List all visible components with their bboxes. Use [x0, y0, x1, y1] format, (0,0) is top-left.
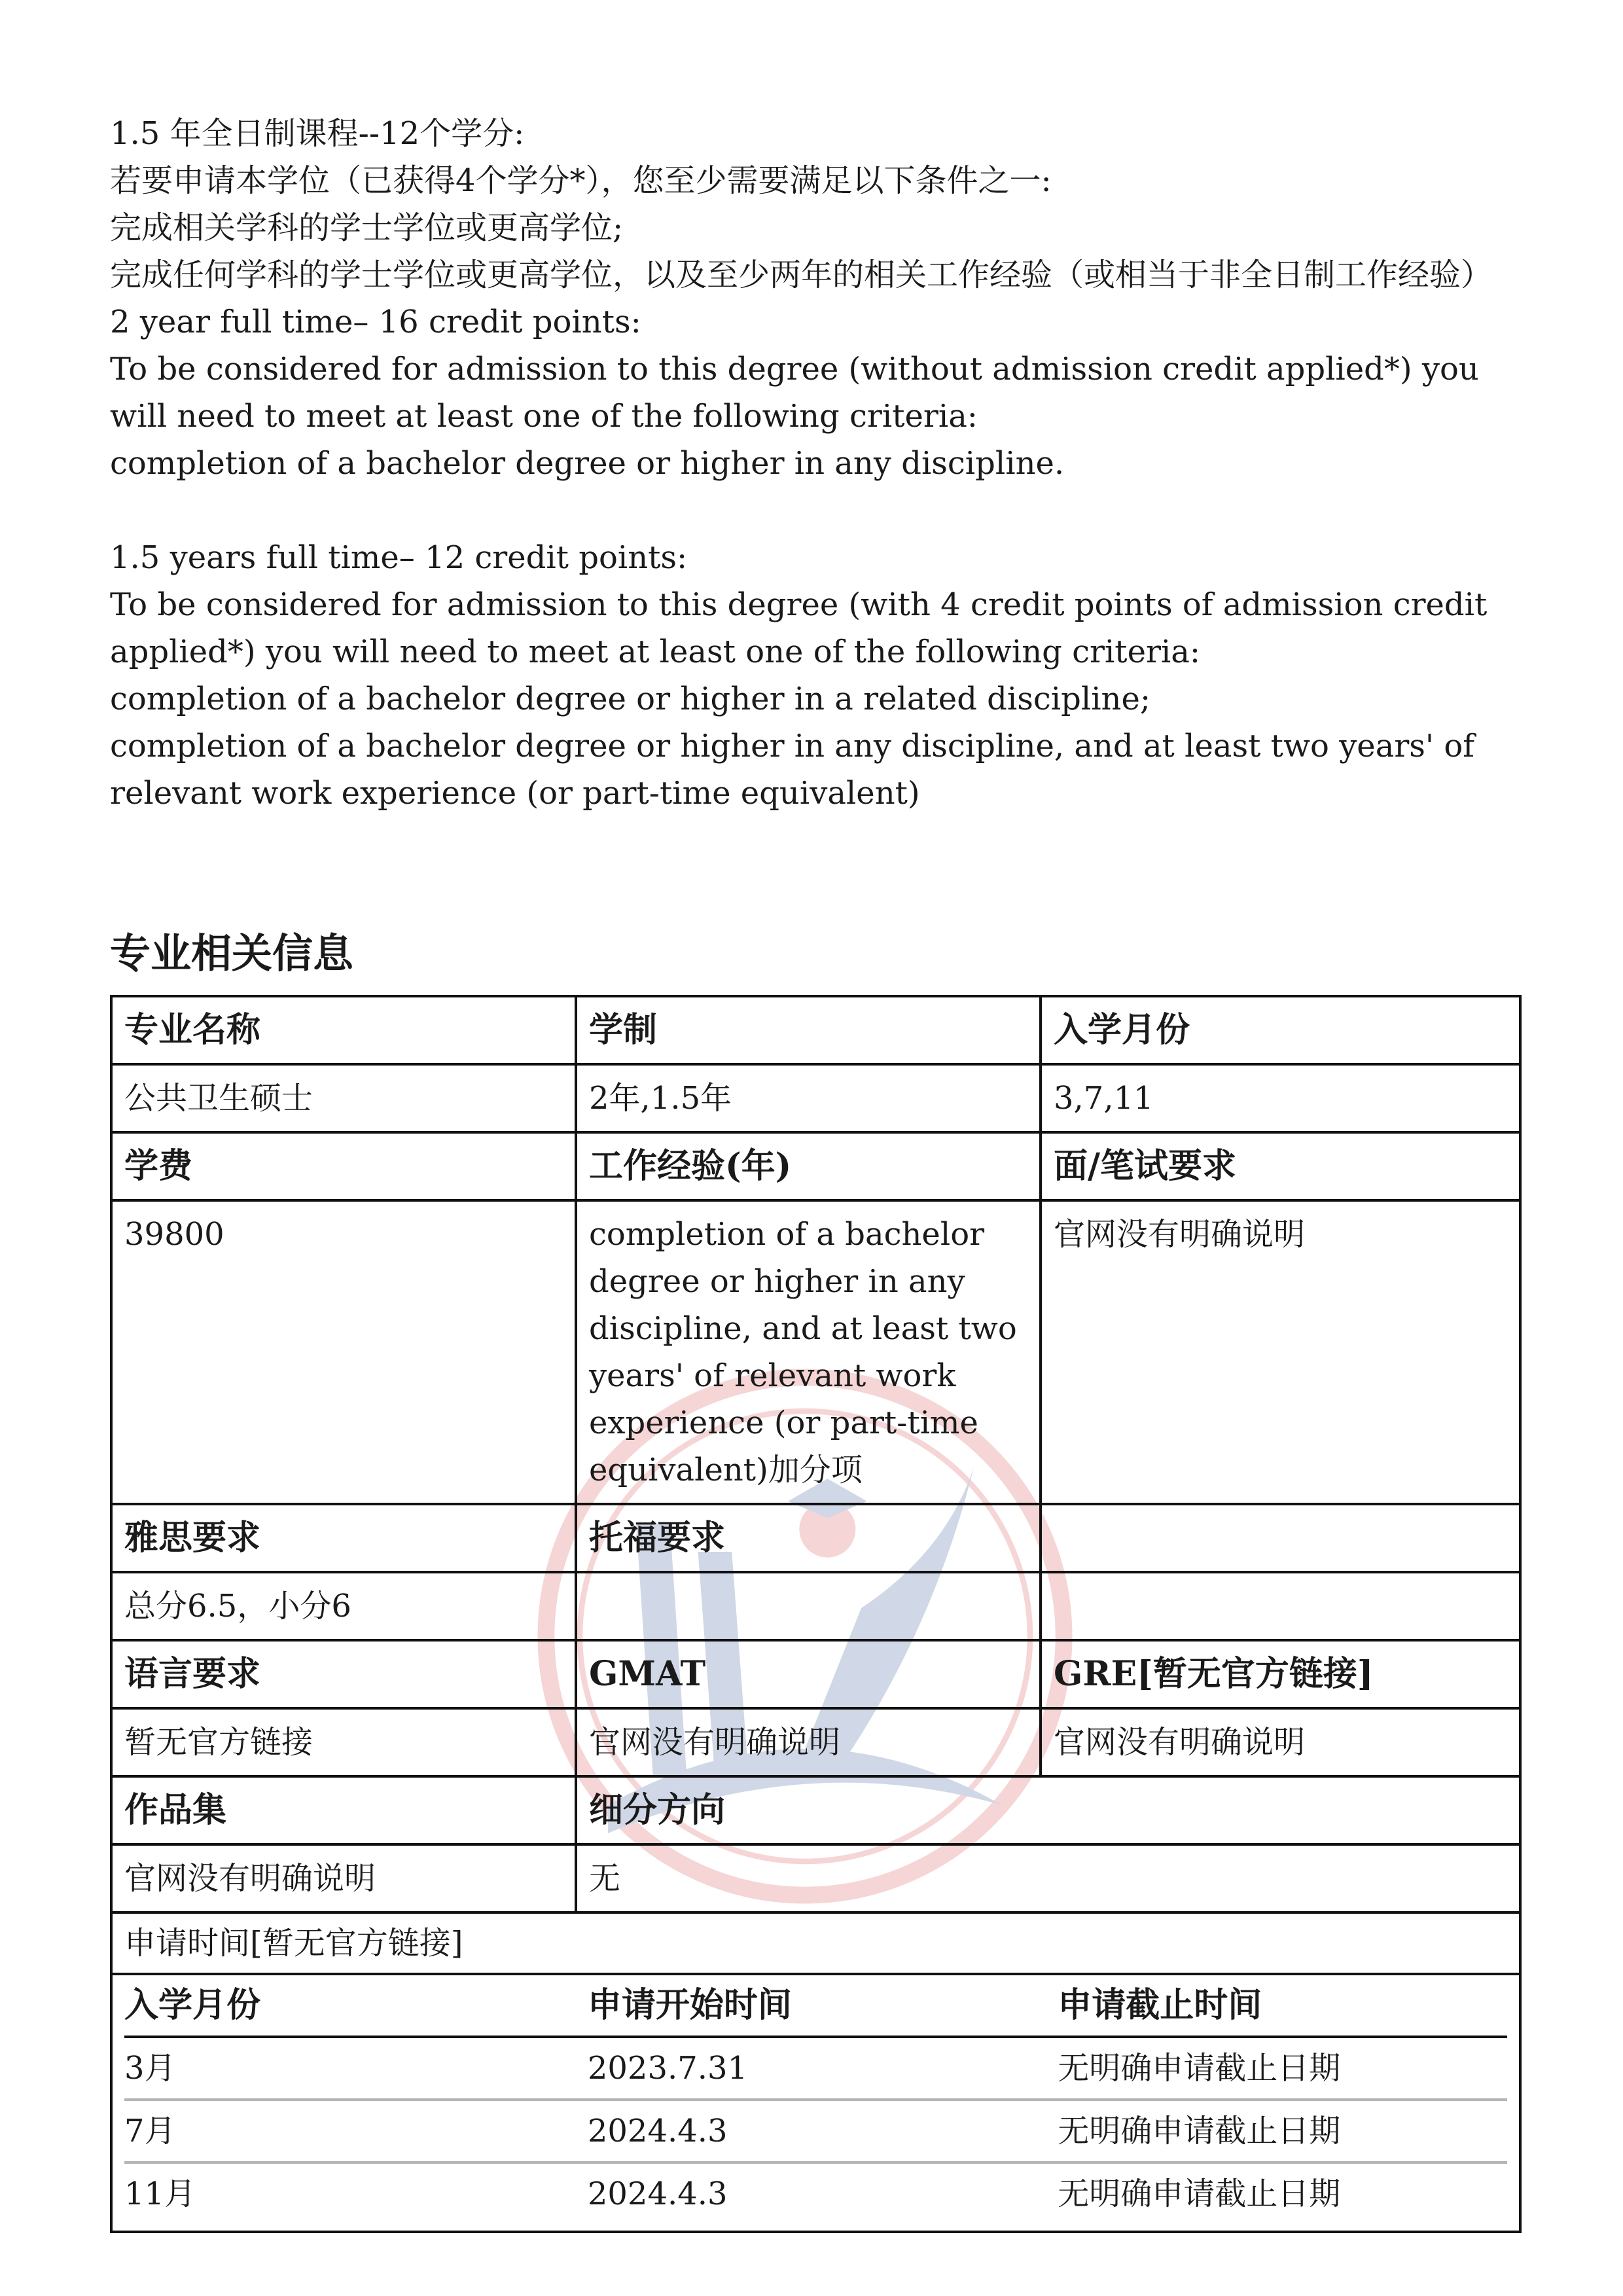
intake-label: 入学月份 [1041, 996, 1520, 1064]
interview-value: 官网没有明确说明 [1041, 1200, 1520, 1504]
zh-criterion-1: 完成相关学科的学士学位或更高学位; [110, 209, 624, 246]
schedule-deadline: 无明确申请截止日期 [1058, 2100, 1507, 2162]
work-experience-label: 工作经验(年) [576, 1132, 1041, 1200]
zh-program-title: 1.5 年全日制课程--12个学分: [110, 115, 525, 152]
en-2yr-condition: To be considered for admission to this degree (without admission credit applied*) you will need to meet at least one of the following criteria: [110, 351, 1479, 435]
en-15yr-condition: To be considered for admission to this degree (with 4 credit points of admission credit applied*) you will need to meet at least one of the following criteria: [110, 586, 1488, 670]
zh-criterion-2: 完成任何学科的学士学位或更高学位，以及至少两年的相关工作经验（或相当于非全日制工作经验） [110, 257, 1493, 293]
application-time-label: 申请时间[暂无官方链接] [113, 1914, 1519, 1975]
specialization-label: 细分方向 [576, 1776, 1520, 1844]
en-15yr-criterion-2: completion of a bachelor degree or higher in any discipline, and at least two years' of relevant work experience (or part-time equivalent) [110, 728, 1475, 812]
gre-label: GRE[暂无官方链接] [1041, 1640, 1520, 1708]
portfolio-label: 作品集 [111, 1776, 576, 1844]
application-schedule-cell [111, 1912, 1520, 2232]
duration-value: 2年,1.5年 [576, 1064, 1041, 1132]
ielts-label: 雅思要求 [111, 1504, 576, 1572]
program-info-table [110, 995, 1522, 2233]
table-row [124, 2100, 1507, 2162]
intake-value: 3,7,11 [1041, 1064, 1520, 1132]
work-experience-value: completion of a bachelor degree or higher in any discipline, and at least two years' of relevant work experience (or part-time equivalent)加分项 [576, 1200, 1041, 1504]
language-value: 暂无官方链接 [111, 1708, 576, 1776]
portfolio-value: 官网没有明确说明 [111, 1844, 576, 1912]
table-row [124, 2162, 1507, 2224]
en-2yr-title: 2 year full time– 16 credit points: [110, 304, 641, 340]
schedule-month: 7月 [124, 2100, 588, 2162]
schedule-header-start: 申请开始时间 [588, 1975, 1058, 2037]
major-name-value: 公共卫生硕士 [111, 1064, 576, 1132]
schedule-start: 2024.4.3 [588, 2100, 1058, 2162]
section-title: 专业相关信息 [110, 929, 354, 977]
duration-label: 学制 [576, 996, 1041, 1064]
gmat-value: 官网没有明确说明 [576, 1708, 1041, 1776]
table-row [124, 2037, 1507, 2100]
empty-cell [1041, 1572, 1520, 1640]
intro-text [110, 110, 1517, 817]
en-15yr-title: 1.5 years full time– 12 credit points: [110, 539, 688, 576]
toefl-label: 托福要求 [576, 1504, 1041, 1572]
schedule-start: 2023.7.31 [587, 2050, 748, 2087]
schedule-month: 3月 [124, 2050, 176, 2087]
schedule-month: 11月 [124, 2162, 588, 2224]
application-schedule-table [124, 1975, 1507, 2224]
interview-label: 面/笔试要求 [1041, 1132, 1520, 1200]
schedule-start: 2024.4.3 [588, 2162, 1058, 2224]
zh-admission-condition: 若要申请本学位（已获得4个学分*），您至少需要满足以下条件之一: [110, 162, 1052, 199]
empty-cell [1041, 1504, 1520, 1572]
en-2yr-criterion-1: completion of a bachelor degree or higher in any discipline. [110, 445, 1065, 482]
ielts-value: 总分6.5，小分6 [111, 1572, 576, 1640]
en-15yr-criterion-1: completion of a bachelor degree or higher in a related discipline; [110, 681, 1151, 717]
schedule-deadline: 无明确申请截止日期 [1058, 2050, 1341, 2087]
language-label: 语言要求 [111, 1640, 576, 1708]
schedule-header-intake: 入学月份 [124, 1975, 588, 2037]
tuition-value: 39800 [111, 1200, 576, 1504]
schedule-header-deadline: 申请截止时间 [1058, 1975, 1507, 2037]
toefl-value [576, 1572, 1041, 1640]
tuition-label: 学费 [111, 1132, 576, 1200]
gmat-label: GMAT [576, 1640, 1041, 1708]
schedule-deadline: 无明确申请截止日期 [1058, 2162, 1507, 2224]
gre-value: 官网没有明确说明 [1041, 1708, 1520, 1776]
major-name-label: 专业名称 [111, 996, 576, 1064]
specialization-value: 无 [576, 1844, 1520, 1912]
